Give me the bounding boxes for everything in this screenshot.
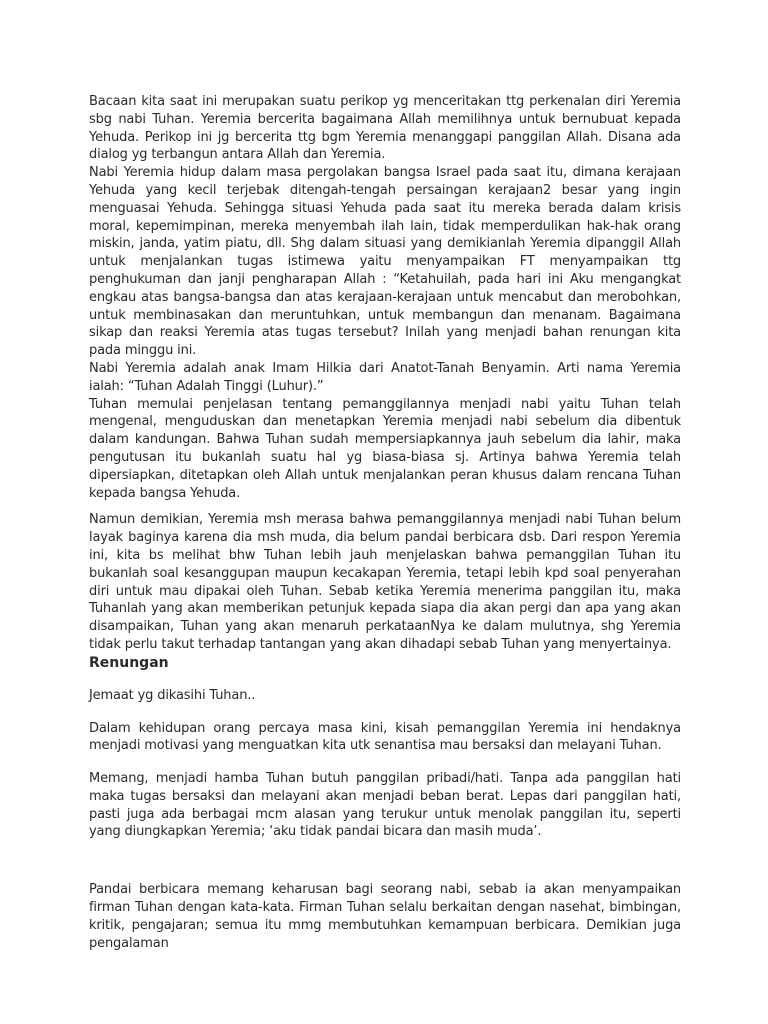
paragraph-tuhan-memulai: Tuhan memulai penjelasan tentang pemanggilannya menjadi nabi yaitu Tuhan telah mengenal, menguduskan dan menetapkan Yeremia menjadi nabi sebelum dia dibentuk dalam kandungan. Bahwa Tuhan sudah mempersiapkannya jauh sebelum dia lahir, maka pengutusan itu bukanlah suatu hal yg biasa-biasa sj. Artinya bahwa Yeremia telah dipersiapkan, ditetapkan oleh Allah untuk menjalankan peran khusus dalam rencana Tuhan kepada bangsa Yehuda. [89, 396, 681, 501]
paragraph-memang: Memang, menjadi hamba Tuhan butuh panggilan pribadi/hati. Tanpa ada panggilan hati maka tugas bersaksi dan melayani akan menjadi beban berat. Lepas dari panggilan hati, pasti juga ada berbagai mcm alasan yang terukur untuk menolak panggilan itu, seperti yang diungkapkan Yeremia; ‘aku tidak pandai bicara dan masih muda’. [89, 771, 681, 840]
paragraph-anak-imam-hilkia: Nabi Yeremia adalah anak Imam Hilkia dari Anatot-Tanah Benyamin. Arti nama Yeremia ialah: “Tuhan Adalah Tinggi (Luhur).” [89, 360, 681, 394]
intro-section [89, 93, 681, 502]
paragraph-nabi-yeremia-hidup: Nabi Yeremia hidup dalam masa pergolakan bangsa Israel pada saat itu, dimana kerajaan Yehuda yang kecil terjebak ditengah-tengah persaingan kerajaan2 besar yang ingin menguasai Yehuda. Sehingga situasi Yehuda pada saat itu mereka berada dalam krisis moral, kepemimpinan, mereka menyembah ilah lain, tidak memperdulikan hak-hak orang miskin, janda, yatim piatu, dll. Shg dalam situasi yang demikianlah Yeremia dipanggil Allah untuk menjalankan tugas istimewa yaitu menyampaikan FT menyampaikan ttg penghukuman dan janji pengharapan Allah : “Ketahuilah, pada hari ini Aku mengangkat engkau atas bangsa-bangsa dan atas kerajaan-kerajaan untuk mencabut dan merobohkan, untuk membinasakan dan meruntuhkan, untuk membangun dan menanam. Bagaimana sikap dan reaksi Yeremia atas tugas tersebut? Inilah yang menjadi bahan renungan kita pada minggu ini. [89, 165, 681, 359]
paragraph-dalam-kehidupan: Dalam kehidupan orang percaya masa kini, kisah pemanggilan Yeremia ini hendaknya menjadi motivasi yang menguatkan kita utk senantisa mau bersaksi dan melayani Tuhan. [89, 720, 681, 754]
paragraph-namun-demikian: Namun demikian, Yeremia msh merasa bahwa pemanggilannya menjadi nabi Tuhan belum layak baginya karena dia msh muda, dia belum pandai berbicara dsb. Dari respon Yeremia ini, kita bs melihat bhw Tuhan lebih jauh menjelaskan bahwa pemanggilan Tuhan itu bukanlah soal kesanggupan maupun kecakapan Yeremia, tetapi lebih kpd soal penyerahan diri untuk mau dipakai oleh Tuhan. Sebab ketika Yeremia menerima panggilan itu, maka Tuhanlah yang akan memberikan petunjuk kepada siapa dia akan pergi dan apa yang akan disampaikan, Tuhan yang akan menaruh perkataanNya ke dalam mulutnya, shg Yeremia tidak perlu takut terhadap tantangan yang akan dihadapi sebab Tuhan yang menyertainya. [89, 512, 681, 652]
paragraph-perikop: Bacaan kita saat ini merupakan suatu perikop yg menceritakan ttg perkenalan diri Yeremia sbg nabi Tuhan. Yeremia bercerita bagaimana Allah memilihnya untuk bernubuat kepada Yehuda. Perikop ini jg bercerita ttg bgm Yeremia menanggapi panggilan Allah. Disana ada dialog yg terbangun antara Allah dan Yeremia. [89, 94, 681, 163]
paragraph-pandai-berbicara: Pandai berbicara memang keharusan bagi seorang nabi, sebab ia akan menyampaikan firman Tuhan dengan kata-kata. Firman Tuhan selalu berkaitan dengan nasehat, bimbingan, kritik, pengajaran; semua itu mmg membutuhkan kemampuan berbicara. Demikian juga pengalaman [89, 882, 681, 951]
heading-renungan: Renungan [89, 654, 169, 671]
document-page [89, 93, 681, 952]
greeting-jemaat: Jemaat yg dikasihi Tuhan.. [89, 687, 256, 703]
